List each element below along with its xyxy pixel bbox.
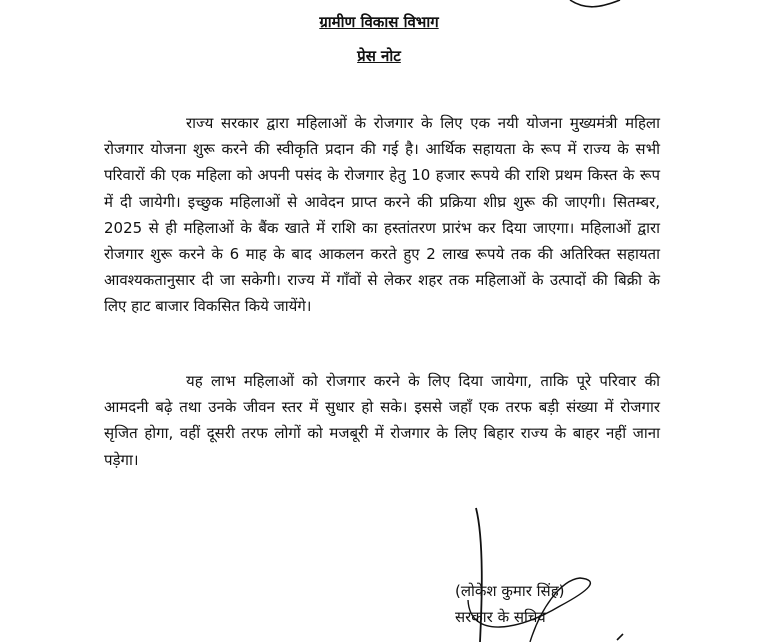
signature-stroke-tail	[617, 634, 623, 640]
signature-stroke-top	[570, 0, 620, 7]
body-paragraph-1: राज्य सरकार द्वारा महिलाओं के रोजगार के लिए एक नयी योजना मुख्यमंत्री महिला रोजगार योजना शुरू करने की स्वीकृति प्रदान की गई है। आर्थिक सहायता के रूप में राज्य के सभी परिवारों की एक महिला को अपनी पसंद के रोजगार हेतु 10 हजार रूपये की राशि प्रथम किस्त के रूप में दी जायेगी। इच्छुक महिलाओं से आवेदन प्राप्त करने की प्रक्रिया शीघ्र शुरू की जाएगी। सितम्बर, 2025 से ही महिलाओं के बैंक खाते में राशि का हस्तांतरण प्रारंभ कर दिया जाएगा। महिलाओं द्वारा रोजगार शुरू करने के 6 माह के बाद आकलन करते हुए 2 लाख रूपये तक की अतिरिक्त सहायता आवश्यकतानुसार दी जा सकेगी। राज्य में गाँवों से लेकर शहर तक महिलाओं के उत्पादों की बिक्री के लिए हाट बाजार विकसित किये जायेंगे।	[104, 114, 660, 316]
signatory-designation: सरकार के सचिव	[455, 608, 546, 626]
signature-block	[455, 578, 565, 630]
body-paragraph-2: यह लाभ महिलाओं को रोजगार करने के लिए दिया जायेगा, ताकि पूरे परिवार की आमदनी बढ़े तथा उनके जीवन स्तर में सुधार हो सके। इससे जहाँ एक तरफ बड़ी संख्या में रोजगार सृजित होगा, वहीं दूसरी तरफ लोगों को मजबूरी में रोजगार के लिए बिहार राज्य के बाहर नहीं जाना पड़ेगा।	[104, 372, 660, 469]
department-heading: ग्रामीण विकास विभाग	[319, 13, 439, 31]
press-note-title: प्रेस नोट	[357, 47, 401, 65]
signatory-name: (लोकेश कुमार सिंह)	[455, 582, 565, 600]
